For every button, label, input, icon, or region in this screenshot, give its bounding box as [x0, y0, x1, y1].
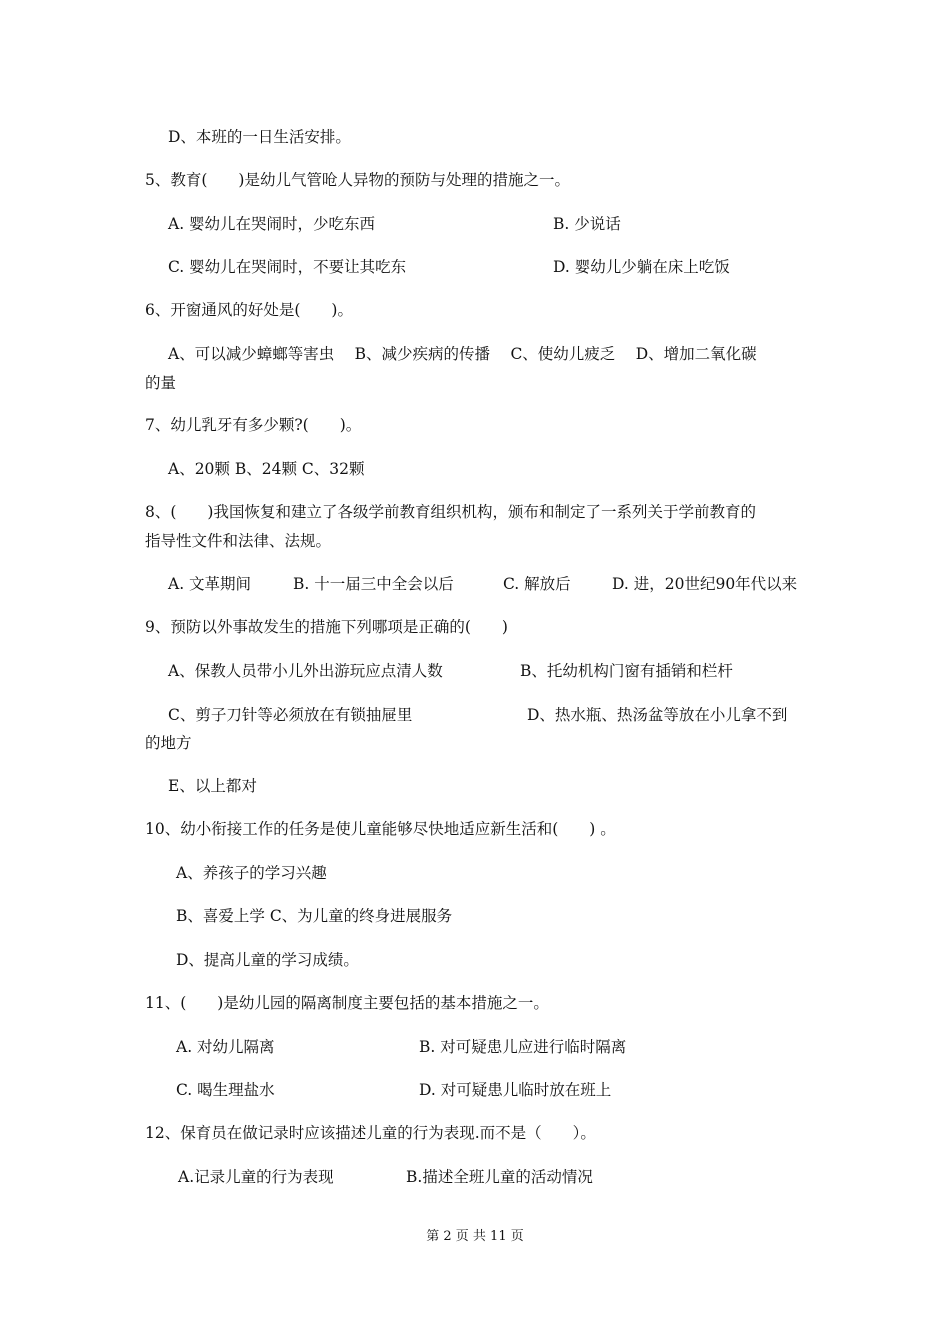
q5-stem: 5、教育( )是幼儿气管呛人异物的预防与处理的措施之一。 [145, 171, 570, 189]
q8-stem-line2: 指导性文件和法律、法规。 [145, 532, 332, 550]
q5-option-c: C. 婴幼儿在哭闹时，不要让其吃东 [168, 258, 407, 276]
q7-stem: 7、幼儿乳牙有多少颗?( )。 [145, 416, 362, 434]
q8-option-d: D. 进，20世纪90年代以来 [612, 575, 798, 593]
q12-option-b: B.描述全班儿童的活动情况 [406, 1168, 593, 1186]
q11-option-c: C. 喝生理盐水 [176, 1081, 275, 1099]
q10-option-d: D、提高儿童的学习成绩。 [176, 951, 359, 969]
q9-option-b: B、托幼机构门窗有插销和栏杆 [520, 662, 733, 680]
q6-options-line1: A、可以减少蟑螂等害虫 B、减少疾病的传播 C、使幼儿疲乏 D、增加二氧化碳 [168, 345, 757, 363]
q11-option-d: D. 对可疑患儿临时放在班上 [419, 1081, 612, 1099]
q4-option-d: D、本班的一日生活安排。 [168, 128, 351, 146]
q5-option-a: A. 婴幼儿在哭闹时，少吃东西 [168, 215, 376, 233]
q11-stem: 11、( )是幼儿园的隔离制度主要包括的基本措施之一。 [145, 994, 549, 1012]
q12-option-a: A.记录儿童的行为表现 [178, 1168, 334, 1186]
q10-stem: 10、幼小衔接工作的任务是使儿童能够尽快地适应新生活和( ) 。 [145, 820, 616, 838]
q9-stem: 9、预防以外事故发生的措施下列哪项是正确的( ) [145, 618, 508, 636]
q10-option-a: A、养孩子的学习兴趣 [176, 864, 327, 882]
q8-option-a: A. 文革期间 [168, 575, 252, 593]
q12-stem: 12、保育员在做记录时应该描述儿童的行为表现.而不是（ ）。 [145, 1124, 596, 1142]
q8-stem-line1: 8、( )我国恢复和建立了各级学前教育组织机构，颁布和制定了一系列关于学前教育的 [145, 503, 756, 521]
q8-option-c: C. 解放后 [503, 575, 571, 593]
page-number-footer: 第 2 页 共 11 页 [426, 1229, 524, 1244]
q6-stem: 6、开窗通风的好处是( )。 [145, 301, 353, 319]
q9-option-d: D、热水瓶、热汤盆等放在小儿拿不到 [527, 706, 788, 724]
q5-option-d: D. 婴幼儿少躺在床上吃饭 [553, 258, 730, 276]
q9-option-e: E、以上都对 [168, 777, 257, 795]
q6-options-line2: 的量 [145, 374, 177, 392]
q11-option-a: A. 对幼儿隔离 [176, 1038, 275, 1056]
q9-option-a: A、保教人员带小儿外出游玩应点清人数 [168, 662, 443, 680]
q7-options: A、20颗 B、24颗 C、32颗 [168, 460, 365, 478]
q11-option-b: B. 对可疑患儿应进行临时隔离 [419, 1038, 627, 1056]
q9-option-c: C、剪子刀针等必须放在有锁抽屉里 [168, 706, 413, 724]
q10-option-bc: B、喜爱上学 C、为儿童的终身进展服务 [176, 907, 453, 925]
q5-option-b: B. 少说话 [553, 215, 621, 233]
q9-option-d-cont: 的地方 [145, 734, 192, 752]
q8-option-b: B. 十一届三中全会以后 [293, 575, 454, 593]
